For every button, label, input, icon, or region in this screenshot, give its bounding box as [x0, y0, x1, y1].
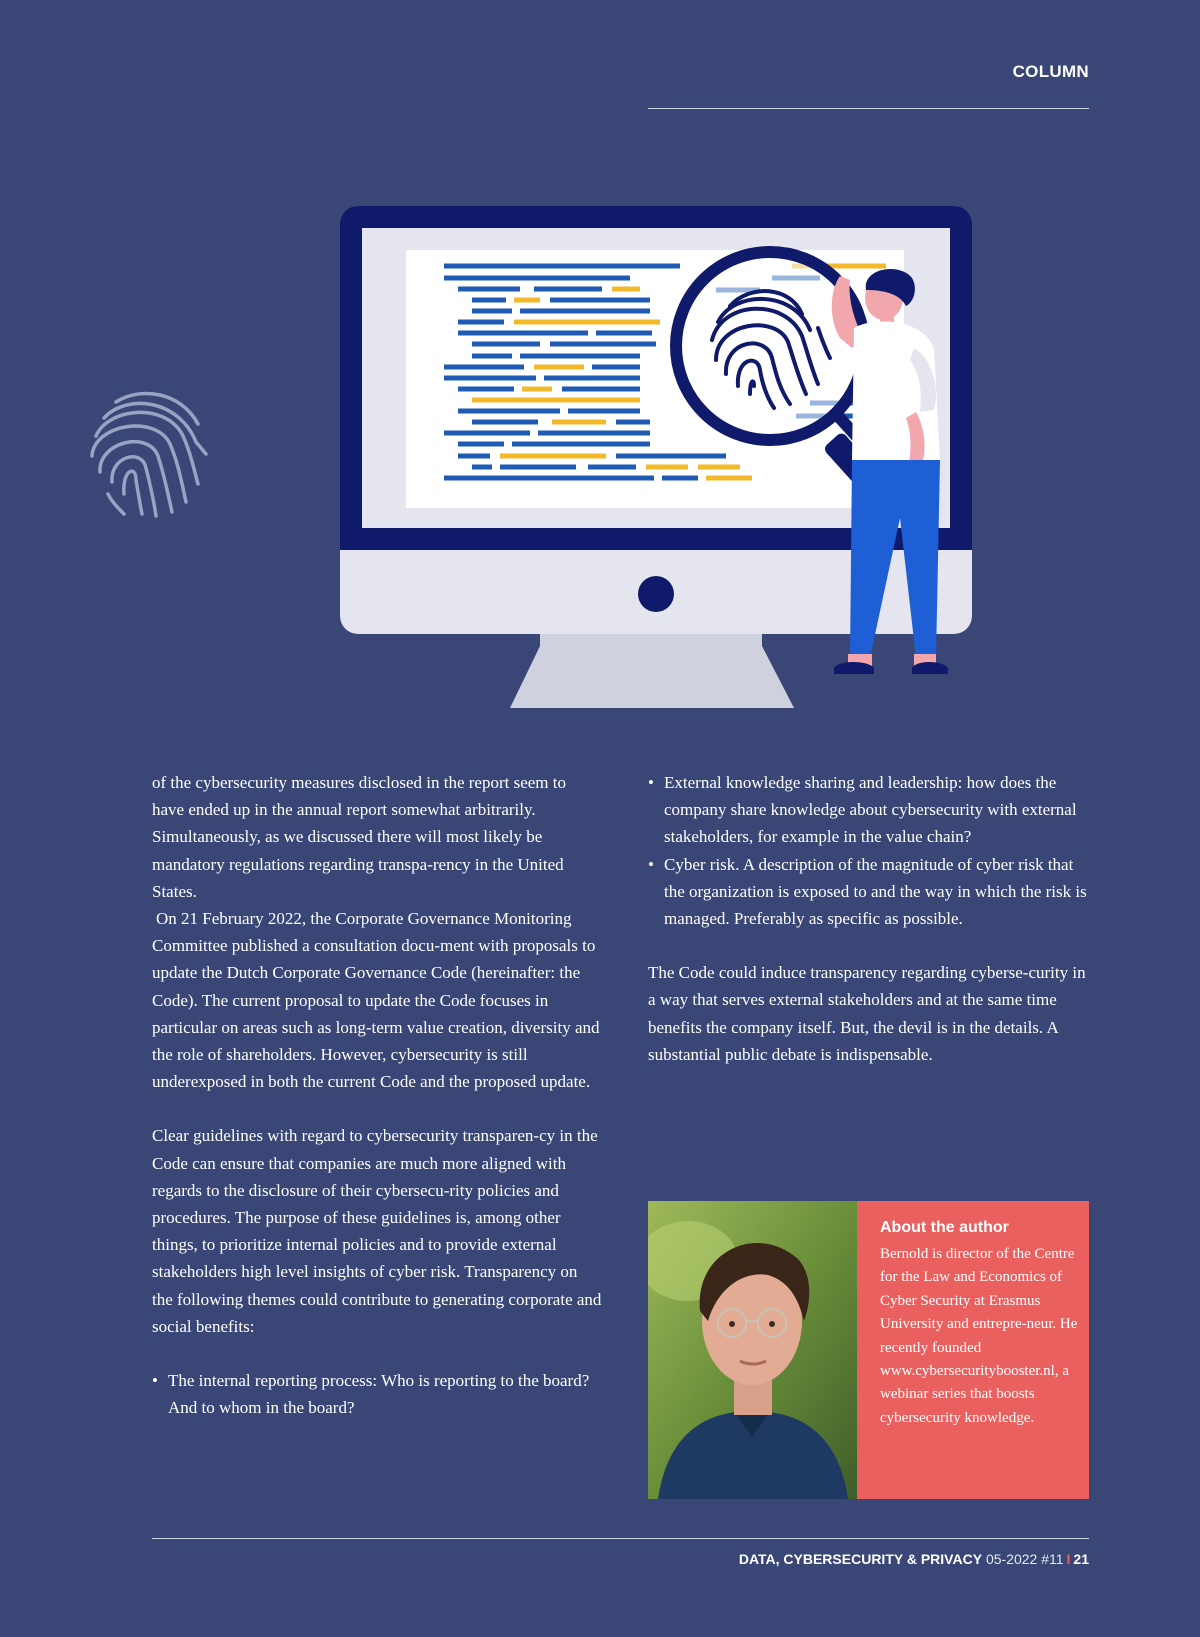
- list-item: • Cyber risk. A description of the magnitude of cyber risk that the organization is exposed to and the way in which the risk is managed. Preferably as specific as possible.: [648, 851, 1089, 933]
- author-bio: Bernold is director of the Centre for the Law and Economics of Cyber Security at Erasmus University and entrepre-neur. He recently founded www.cybersecuritybooster.nl, a webinar series that boosts cybersecurity knowledge.: [880, 1246, 1078, 1426]
- list-item: • The internal reporting process: Who is reporting to the board? And to whom in the board?: [152, 1367, 602, 1421]
- page-footer: [739, 1551, 1089, 1567]
- list-item: • External knowledge sharing and leadership: how does the company share knowledge about cybersecurity with external stakeholders, for example in the value chain?: [648, 769, 1089, 851]
- paragraph: On 21 February 2022, the Corporate Governance Monitoring Committee published a consultation docu-ment with proposals to update the Dutch Corporate Governance Code (hereinafter: the Code). The current proposal to update the Code focuses in particular on areas such as long-term value creation, diversity and the role of shareholders. However, cybersecurity is still underexposed in both the current Code and the proposed update.: [152, 909, 600, 1092]
- paragraph: of the cybersecurity measures disclosed in the report seem to have ended up in the annual report somewhat arbitrarily. Simultaneously, as we discussed there will most likely be mandatory regulations regarding transpa-rency in the United States.: [152, 773, 567, 901]
- author-photo: [648, 1201, 857, 1499]
- left-text-column: [152, 769, 602, 1421]
- author-info-panel: [857, 1201, 1089, 1499]
- paragraph: Clear guidelines with regard to cybersecurity transparen-cy in the Code can ensure that companies are much more aligned with regards to the disclosure of their cybersecu-rity policies and procedures. The purpose of these guidelines is, among other things, to prioritize internal policies and to provide external stakeholders high level insights of cyber risk. Transparency on the following themes could contribute to generating corporate and social benefits:: [152, 1126, 602, 1336]
- issue-number: 05-2022 #11: [985, 1551, 1064, 1567]
- footer-separator: I: [1066, 1551, 1071, 1567]
- author-title: About the author: [880, 1219, 1009, 1236]
- author-box: [648, 1201, 1089, 1499]
- section-label: COLUMN: [1012, 62, 1089, 81]
- paragraph: The Code could induce transparency regarding cyberse-curity in a way that serves external stakeholders and at the same time benefits the company itself. But, the devil is in the details. A substantial public debate is indispensable.: [648, 963, 1086, 1064]
- footer-divider: [152, 1538, 1089, 1539]
- monitor-illustration: [340, 198, 1000, 718]
- power-button-icon: [638, 576, 674, 612]
- right-text-column: [648, 769, 1089, 1068]
- page-number: 21: [1073, 1551, 1089, 1567]
- fingerprint-icon: [86, 384, 216, 520]
- publication-name: DATA, CYBERSECURITY & PRIVACY: [738, 1551, 983, 1567]
- header-divider: [648, 108, 1089, 109]
